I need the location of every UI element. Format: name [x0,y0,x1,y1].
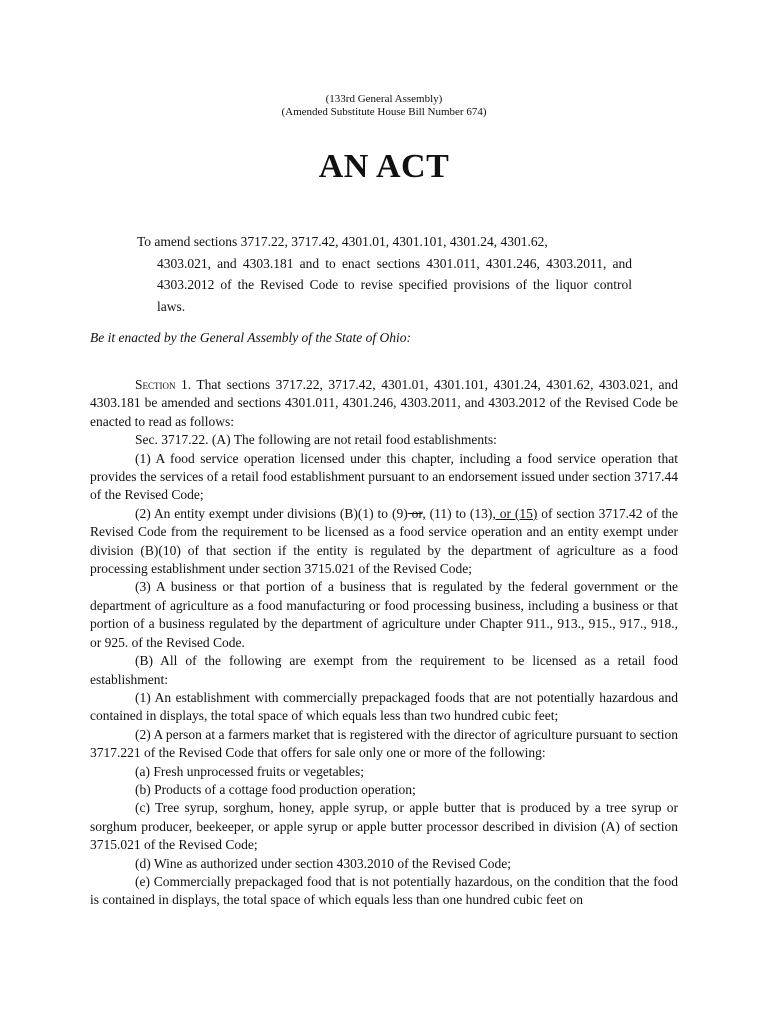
section-label: Section [135,377,176,392]
paragraph-b2d: (d) Wine as authorized under section 4303.2010 of the Revised Code; [135,855,511,871]
a2-text-3: of section 3717.42 of the Revised Code from the requirement to be licensed as a food service operation and an entity exempt under division (B)(10) of that section if the entity is regulated by the department of agriculture as a food processing establishment under section 3715.021 of the Revised Code; [90,505,679,577]
section-1-text: 1. That sections 3717.22, 3717.42, 4301.01, 4301.101, 4301.24, 4301.62, 4303.021, and 4303.181 be amended and sections 4301.011, 4301.246, 4303.2011, and 4303.2012 of the Revised Code be enacted to read as follows: [90,377,678,429]
paragraph-a3: (3) A business or that portion of a business that is regulated by the federal government or the department of agriculture as a food manufacturing or food processing business, including a business or that portion of a business regulated by the department of agriculture under Chapter 911., 913., 915., 917., 918., or 925. of the Revised Code. [90,579,678,650]
act-title: AN ACT [318,148,450,185]
paragraph-b: (B) All of the following are exempt from the requirement to be licensed as a retail food establishment: [90,653,678,687]
paragraph-b2c: (c) Tree syrup, sorghum, honey, apple syrup, or apple butter that is produced by a tree syrup or sorghum producer, beekeeper, or apple syrup or apple butter processor described in division (A) of section 3715.021 of the Revised Code; [90,800,678,853]
act-body [90,376,678,910]
paragraph-b2e: (e) Commercially prepackaged food that is not potentially hazardous, on the condition that the food is contained in displays, the total space of which equals less than one hundred cubic feet on [90,873,678,908]
purpose-first-line: To amend sections 3717.22, 3717.42, 4301.01, 4301.101, 4301.24, 4301.62, [137,234,548,249]
struck-text: or [407,505,423,521]
enacting-clause: Be it enacted by the General Assembly of the State of Ohio: [90,330,412,345]
inserted-text-2: , or (15) [492,505,538,521]
purpose-clause [137,231,632,317]
a2-text-1: (2) An entity exempt under divisions (B)(1) to (9) [135,505,408,521]
sec-3717-22-heading: Sec. 3717.22. (A) The following are not retail food establishments: [135,432,497,448]
assembly-header: (133rd General Assembly) [325,93,443,105]
paragraph-b2b: (b) Products of a cottage food production operation; [135,781,416,797]
paragraph-b2: (2) A person at a farmers market that is registered with the director of agriculture pursuant to section 3717.221 of the Revised Code that offers for sale only one or more of the following: [90,726,678,761]
purpose-continuation: 4303.021, and 4303.181 and to enact sections 4301.011, 4301.246, 4303.2011, and 4303.2012 of the Revised Code to revise specified provisions of the liquor control laws. [157,255,632,314]
section-1-paragraph [90,376,678,431]
paragraph-a2 [90,505,678,579]
bill-header: (Amended Substitute House Bill Number 674) [281,106,487,118]
paragraph-b2a: (a) Fresh unprocessed fruits or vegetables; [135,763,365,779]
inserted-text-1: , [422,505,426,521]
paragraph-b1: (1) An establishment with commercially prepackaged foods that are not potentially hazardous and contained in displays, the total space of which equals less than two hundred cubic feet; [90,689,678,724]
a2-text-2: (11) to (13) [425,505,493,521]
paragraph-a1: (1) A food service operation licensed under this chapter, including a food service operation that provides the services of a retail food establishment pursuant to an endorsement issued under section 3717.44 of the Revised Code; [90,450,678,503]
